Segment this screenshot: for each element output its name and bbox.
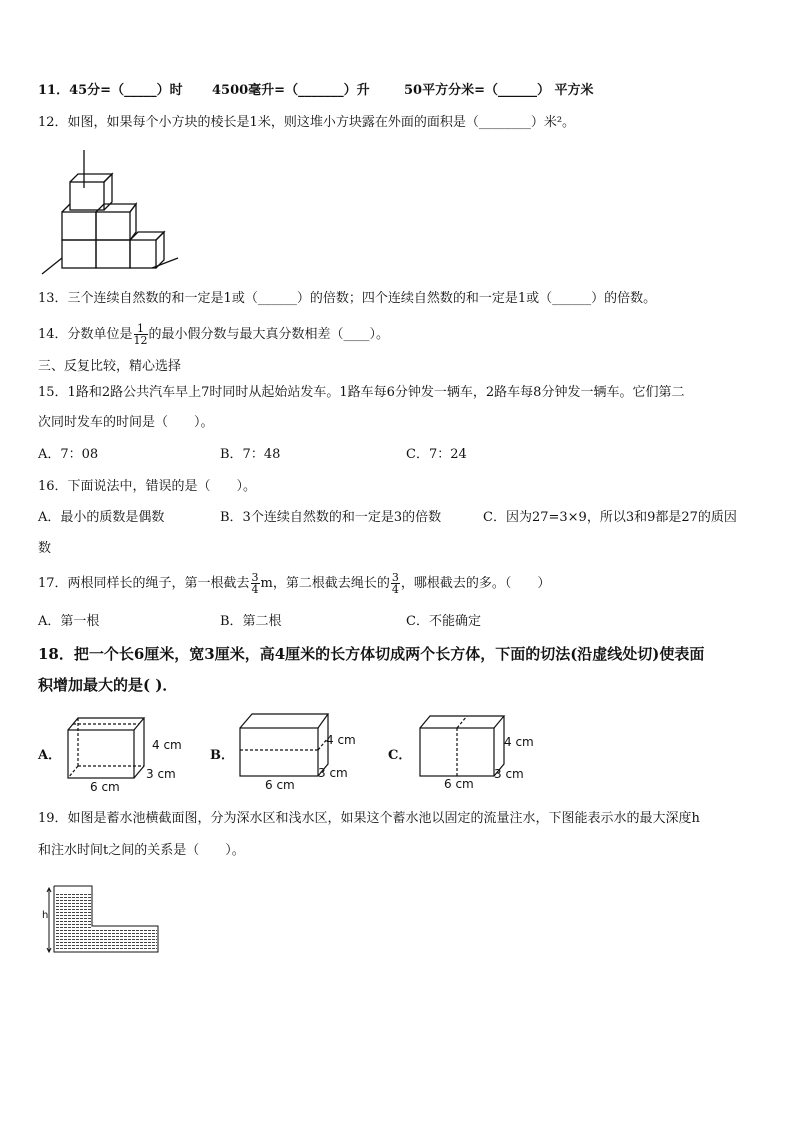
q13-text: 13．三个连续自然数的和一定是1或（______）的倍数；四个连续自然数的和一定是1或（______）的倍数。 [38, 291, 657, 306]
q18-box-a [66, 712, 146, 782]
q17-option-a[interactable]: A．第一根 [38, 614, 100, 629]
q18-box-b-height: 4 cm [326, 733, 356, 747]
q18-line2: 积增加最大的是( )． [38, 676, 178, 694]
q17-option-c[interactable]: C．不能确定 [406, 614, 481, 629]
q16-option-b[interactable]: B．3个连续自然数的和一定是3的倍数 [220, 510, 442, 525]
q18-box-a-length: 6 cm [90, 780, 120, 794]
q15-option-c[interactable]: C．7：24 [406, 447, 467, 462]
q15-line1: 15．1路和2路公共汽车早上7时同时从起始站发车。1路车每6分钟发一辆车，2路车每8分钟发一辆车。它们第二 [38, 385, 685, 400]
q17-fraction-2 [391, 572, 400, 595]
q18-box-b [238, 710, 330, 780]
q17-option-b[interactable]: B．第二根 [220, 614, 282, 629]
q19-line1: 19．如图是蓄水池横截面图，分为深水区和浅水区，如果这个蓄水池以固定的流量注水，下图能表示水的最大深度h [38, 811, 700, 826]
q11-part-c: 50平方分米=（______） 平方米 [404, 83, 594, 98]
q17-post: ，哪根截去的多。（ ） [400, 576, 551, 591]
q14-pre: 14．分数单位是 [38, 327, 133, 342]
q17-fraction-1-den: 4 [251, 583, 259, 596]
q11-part-b: 4500毫升=（_______）升 [212, 83, 370, 98]
q14-text [38, 322, 389, 348]
q17-fraction-1 [251, 572, 260, 595]
q18-box-c-height: 4 cm [504, 735, 534, 749]
q14-fraction-den: 12 [133, 334, 148, 347]
q18-option-c-label[interactable]: C． [388, 748, 412, 763]
q16-stem: 16．下面说法中，错误的是（ ）。 [38, 479, 257, 494]
q17-fraction-1-num: 3 [251, 571, 259, 584]
q14-post: 的最小假分数与最大真分数相差（____）。 [148, 327, 390, 342]
q18-box-a-width: 3 cm [146, 767, 176, 781]
q18-box-a-height: 4 cm [152, 738, 182, 752]
q16-option-c[interactable]: C．因为27=3×9，所以3和9都是27的质因 [483, 510, 737, 525]
q15-option-a[interactable]: A．7：08 [38, 447, 99, 462]
q16-option-c-wrap: 数 [38, 541, 52, 556]
q14-fraction [134, 323, 148, 346]
q18-option-b-label[interactable]: B． [210, 748, 234, 763]
q18-box-c-length: 6 cm [444, 777, 474, 791]
q18-option-a-label[interactable]: A． [38, 748, 62, 763]
q18-box-c-width: 3 cm [494, 767, 524, 781]
q17-pre: 17．两根同样长的绳子，第一根截去 [38, 576, 250, 591]
q17-fraction-2-num: 3 [391, 571, 399, 584]
q19-line2: 和注水时间t之间的关系是（ ）。 [38, 843, 245, 858]
q17-mid: m，第二根截去绳长的 [260, 576, 390, 591]
q17-fraction-2-den: 4 [391, 583, 399, 596]
q12-cube-figure [40, 148, 185, 278]
q19-reservoir-figure [44, 884, 164, 956]
q16-option-a[interactable]: A．最小的质数是偶数 [38, 510, 165, 525]
q14-fraction-num: 1 [134, 323, 148, 335]
q15-line2: 次同时发车的时间是（ ）。 [38, 415, 214, 430]
q18-box-b-width: 3 cm [318, 766, 348, 780]
q18-box-b-length: 6 cm [265, 778, 295, 792]
q11-part-a: 11．45分=（_____）时 [38, 83, 183, 98]
q19-h-label: h [42, 910, 49, 921]
q18-line1: 18．把一个长6厘米，宽3厘米，高4厘米的长方体切成两个长方体，下面的切法(沿虚线处切)使表面 [38, 645, 705, 663]
q17-text [38, 570, 550, 598]
q15-option-b[interactable]: B．7：48 [220, 447, 281, 462]
q12-text: 12．如图，如果每个小方块的棱长是1米，则这堆小方块露在外面的面积是（________）米²。 [38, 115, 576, 130]
q18-box-c [418, 712, 506, 780]
section3-title: 三、反复比较，精心选择 [38, 359, 182, 374]
